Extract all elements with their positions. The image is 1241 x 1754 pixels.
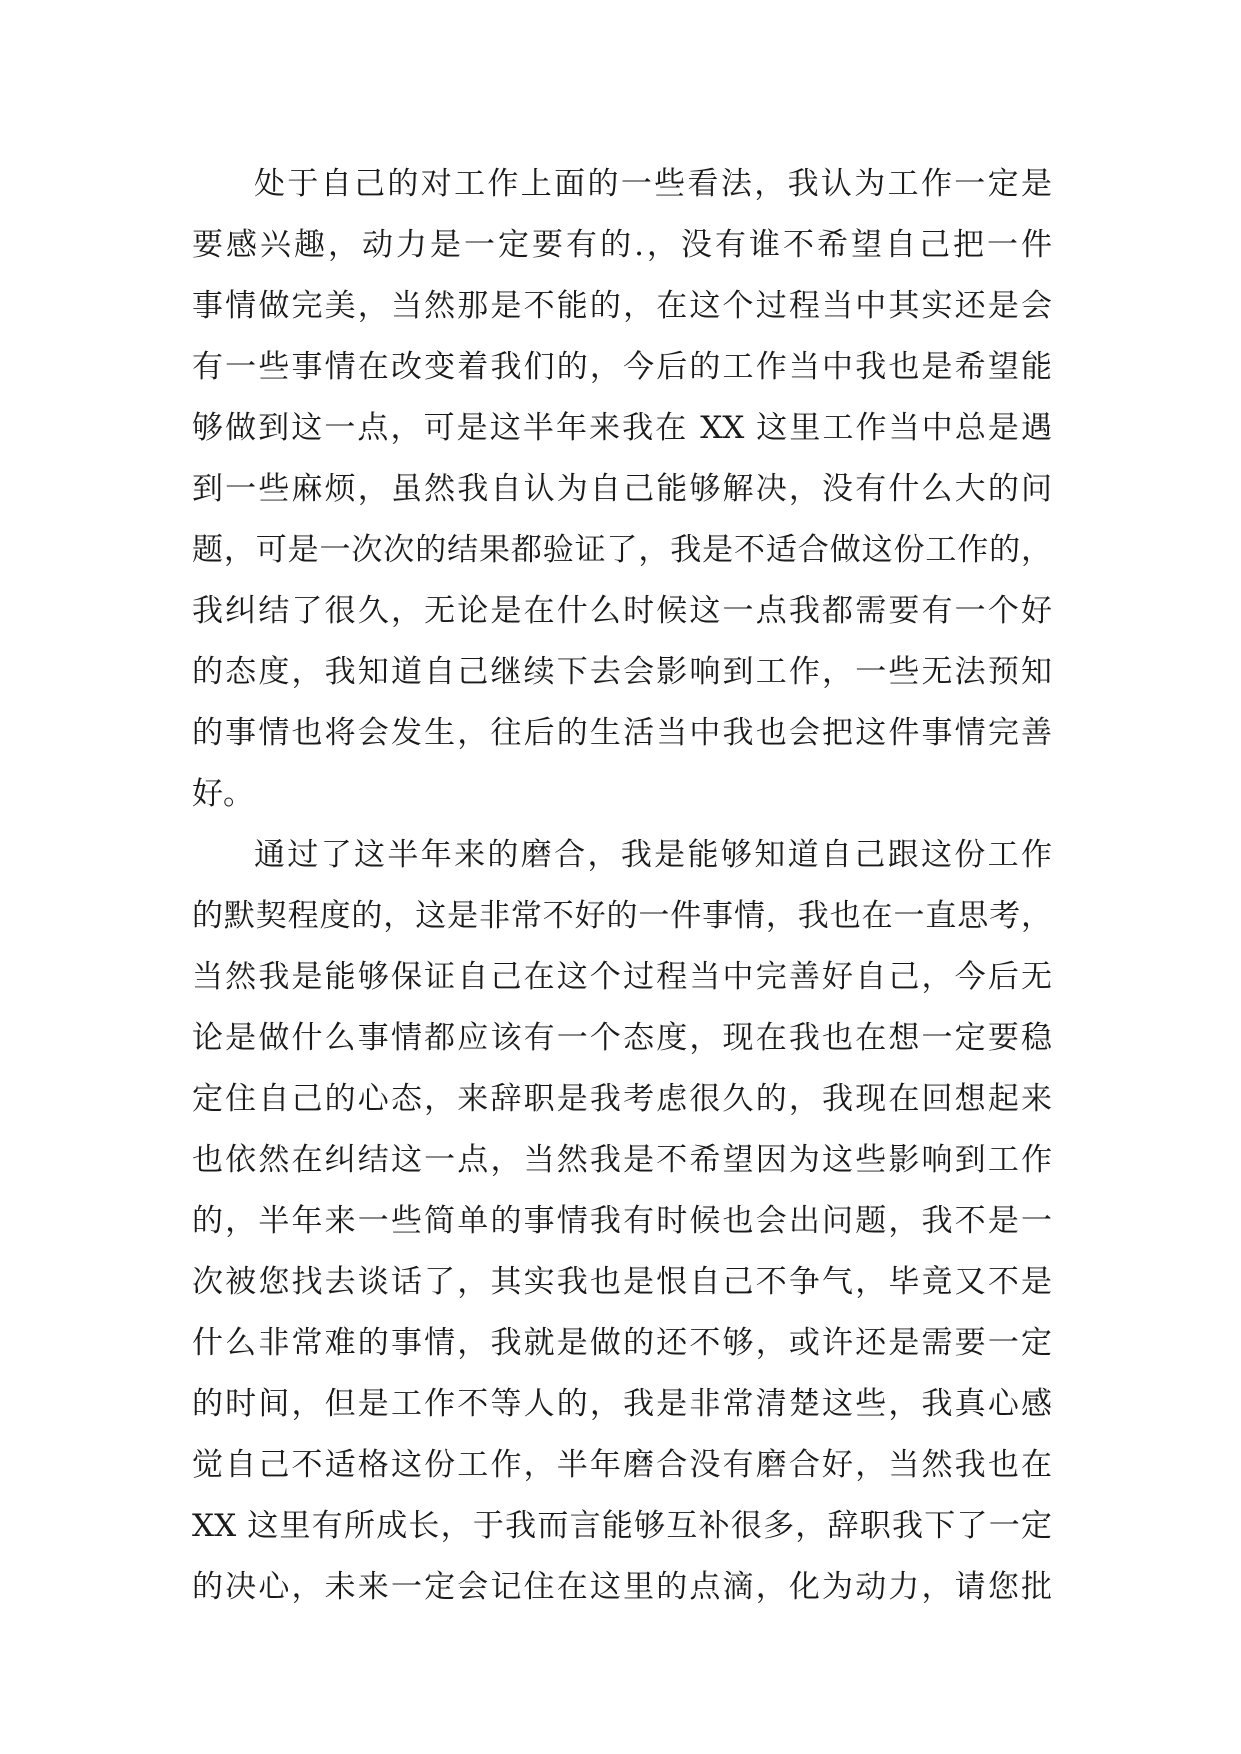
text-line: 觉自己不适格这份工作，半年磨合没有磨合好，当然我也在 <box>192 1447 1052 1483</box>
text-line: 的决心，未来一定会记住在这里的点滴，化为动力，请您批 <box>192 1569 1052 1605</box>
document-body <box>192 154 1052 1618</box>
text-line: 通过了这半年来的磨合，我是能够知道自己跟这份工作 <box>254 837 1052 873</box>
text-line: 好。 <box>192 776 254 812</box>
text-line: 的时间，但是工作不等人的，我是非常清楚这些，我真心感 <box>192 1386 1052 1422</box>
paragraph-2 <box>192 825 1052 1618</box>
text-line: 事情做完美，当然那是不能的，在这个过程当中其实还是会 <box>192 288 1052 324</box>
text-line: 题，可是一次次的结果都验证了，我是不适合做这份工作的， <box>192 532 1052 568</box>
text-line: 定住自己的心态，来辞职是我考虑很久的，我现在回想起来 <box>192 1081 1052 1117</box>
text-line: 也依然在纠结这一点，当然我是不希望因为这些影响到工作 <box>192 1142 1052 1178</box>
text-line: 次被您找去谈话了，其实我也是恨自己不争气，毕竟又不是 <box>192 1264 1052 1300</box>
text-line: 当然我是能够保证自己在这个过程当中完善好自己，今后无 <box>192 959 1052 995</box>
text-line: 够做到这一点，可是这半年来我在 XX 这里工作当中总是遇 <box>192 410 1052 446</box>
text-line: 有一些事情在改变着我们的，今后的工作当中我也是希望能 <box>192 349 1052 385</box>
text-line: 到一些麻烦，虽然我自认为自己能够解决，没有什么大的问 <box>192 471 1052 507</box>
text-line: 的事情也将会发生，往后的生活当中我也会把这件事情完善 <box>192 715 1052 751</box>
text-line: 我纠结了很久，无论是在什么时候这一点我都需要有一个好 <box>192 593 1052 629</box>
text-line: 什么非常难的事情，我就是做的还不够，或许还是需要一定 <box>192 1325 1052 1361</box>
paragraph-1 <box>192 154 1052 825</box>
text-line: 的，半年来一些简单的事情我有时候也会出问题，我不是一 <box>192 1203 1052 1239</box>
text-line: XX 这里有所成长，于我而言能够互补很多，辞职我下了一定 <box>192 1508 1052 1544</box>
text-line: 要感兴趣，动力是一定要有的.，没有谁不希望自己把一件 <box>192 227 1052 263</box>
text-line: 论是做什么事情都应该有一个态度，现在我也在想一定要稳 <box>192 1020 1052 1056</box>
text-line: 的默契程度的，这是非常不好的一件事情，我也在一直思考， <box>192 898 1052 934</box>
text-line: 处于自己的对工作上面的一些看法，我认为工作一定是 <box>254 166 1052 202</box>
text-line: 的态度，我知道自己继续下去会影响到工作，一些无法预知 <box>192 654 1052 690</box>
